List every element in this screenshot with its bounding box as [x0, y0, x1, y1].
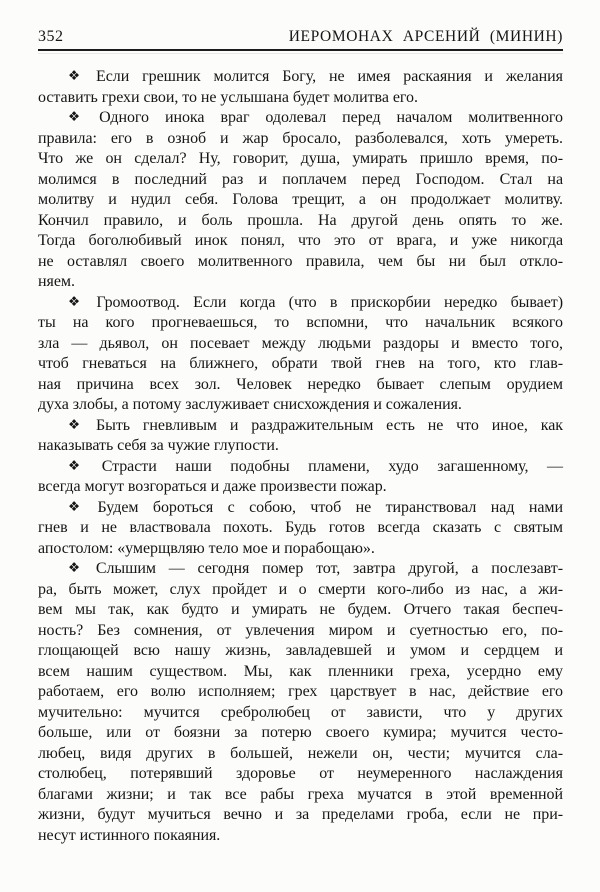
paragraph [38, 559, 563, 846]
running-title: ИЕРОМОНАХ АРСЕНИЙ (МИНИН) [288, 28, 563, 45]
paragraph [38, 293, 563, 416]
text-line: работаем, его волю исполняем; грех царствует в нас, действие его [38, 683, 563, 700]
text-line: ная причина всех зол. Человек нередко бывает слепым орудием [38, 375, 563, 393]
text-line: мучительно: мучится сребролюбец от зависти, что у других [38, 703, 563, 721]
text-line: вем мы так, как будто и умирать не будем. Отчего такая беспеч- [38, 601, 563, 618]
text-line: няем. [38, 273, 75, 290]
text-line: ❖ Страсти наши подобны пламени, худо загашенному, — [68, 457, 563, 475]
paragraph-bullet-icon: ❖ [68, 560, 89, 576]
text-line: ❖ Громоотвод. Если когда (что в прискорбии нередко бывает) [68, 293, 563, 311]
text-line: столюбец, потерявший здоровье от неумеренного наслаждения [38, 765, 563, 782]
text-line: духа злобы, а потому заслуживает снисхождения и сожаления. [38, 396, 462, 413]
text-line: ❖ Будем бороться с собою, чтоб не тиранствовал над нами [68, 498, 564, 516]
text-line: апостолом: «умерщвляю тело мое и порабощаю». [38, 539, 375, 557]
text-line: больше, или от боязни за потерю своего кумира; мучится често- [38, 724, 563, 741]
text-line: зла — дьявол, он посевает между людьми раздоры и вместо того, [38, 334, 563, 352]
paragraph-bullet-icon: ❖ [68, 109, 93, 125]
text-line: Кончил правило, и боль прошла. На другой день опять то же. [38, 211, 563, 229]
text-line: не оставлял своего молитвенного правила, чем бы ни был откло- [38, 252, 563, 270]
paragraph [38, 457, 563, 498]
text-line: ты на кого прогневаешься, то вспомни, что начальник всякого [38, 314, 563, 331]
text-line: ра, быть может, слух пройдет и о смерти кого-либо из нас, а жи- [38, 580, 563, 598]
running-header [38, 27, 563, 46]
text-line: оставить грехи свои, то не услышана будет молитва его. [38, 88, 418, 106]
text-line: глощающей всю нашу жизнь, завладевшей и умом и сердцем и [38, 642, 563, 659]
header-rule [38, 49, 563, 51]
page-number: 352 [38, 28, 64, 45]
text-line: Что же он сделал? Ну, говорит, душа, умирать пришло время, по- [38, 150, 563, 167]
paragraph [38, 416, 563, 457]
text-line: правила: его в озноб и жар бросало, разболевался, хоть умереть. [38, 129, 563, 147]
text-line: ❖ Слышим — сегодня помер тот, завтра другой, а послезавт- [68, 560, 563, 577]
text-line: гнев и не властвовала похоть. Будь готов всегда сказать с святым [38, 519, 563, 536]
paragraph-bullet-icon: ❖ [68, 416, 89, 433]
paragraph [38, 498, 563, 560]
paragraph-bullet-icon: ❖ [68, 68, 89, 84]
text-line: чтоб гневаться на ближнего, обрати твой гнев на того, кто глав- [38, 355, 563, 372]
page-body [38, 67, 563, 846]
text-line: ❖ Если грешник молится Богу, не имея раскаяния и желания [68, 68, 563, 85]
text-line: молитву и нудил себя. Голова трещит, а он продолжает молитву. [38, 191, 563, 208]
text-line: молимся в последний раз и поплачем перед Господом. Стал на [38, 170, 563, 188]
text-line: несут истинного покаяния. [38, 826, 221, 844]
text-line: Тогда боголюбивый инок понял, что это от врага, и уже никогда [38, 232, 563, 249]
text-line: всегда могут возгораться и даже произвести пожар. [38, 478, 387, 495]
text-line: наказывать себя за чужие глупости. [38, 437, 279, 454]
paragraph-bullet-icon: ❖ [68, 498, 91, 515]
paragraph-bullet-icon: ❖ [68, 457, 95, 474]
text-line: всем нашим существом. Мы, как пленники греха, усердно ему [38, 662, 563, 680]
paragraph-bullet-icon: ❖ [68, 293, 90, 310]
text-line: любец, видя других в большей, нежели он, чести; мучится сла- [38, 744, 563, 762]
text-line: ность? Без сомнения, от увлечения миром и суетностью его, по- [38, 621, 563, 639]
paragraph [38, 67, 563, 108]
text-line: благами жизни; и так все рабы греха мучатся в этой временной [38, 785, 563, 803]
text-line: жизни, будут мучиться вечно и за пределами гроба, если не при- [38, 806, 563, 823]
text-line: ❖ Одного инока враг одолевал перед началом молитвенного [68, 109, 563, 126]
paragraph [38, 108, 563, 293]
text-line: ❖ Быть гневливым и раздражительным есть не что иное, как [68, 416, 563, 434]
